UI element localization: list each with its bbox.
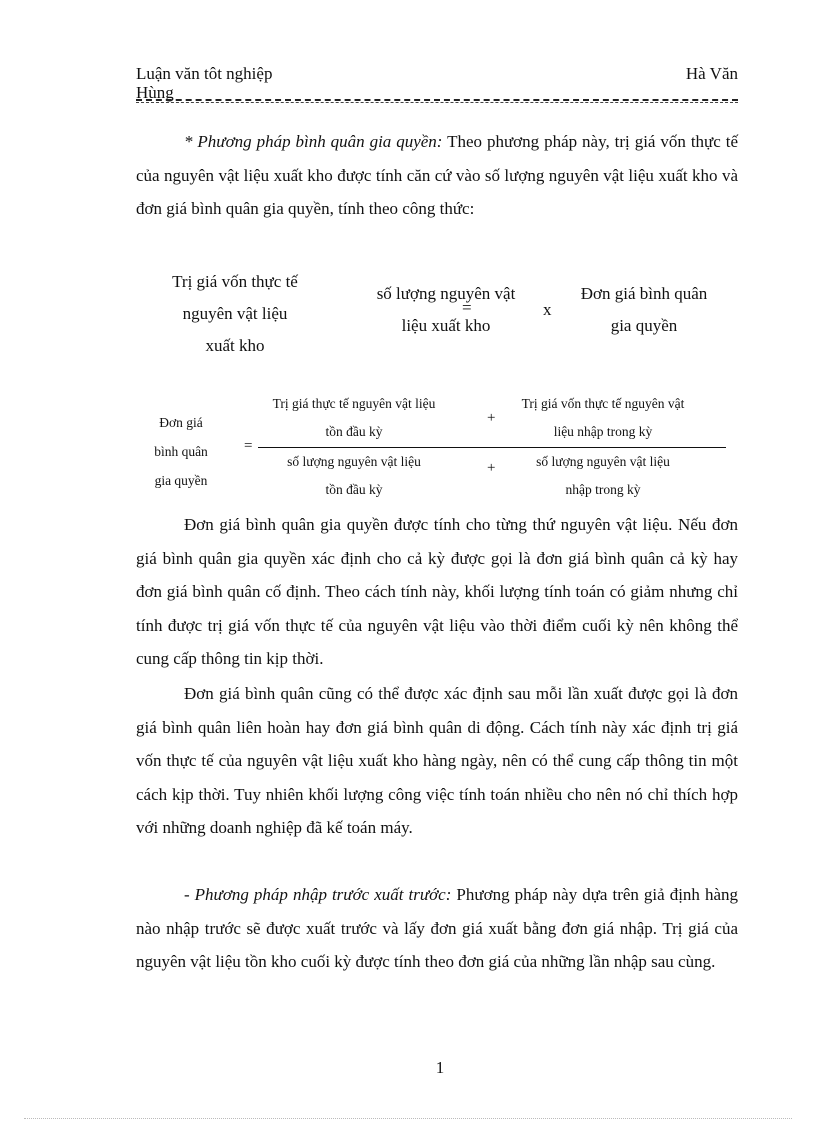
paragraph-text: Đơn giá bình quân cũng có thể được xác định sau mỗi lần xuất được gọi là đơn giá bình quân liên hoàn hay đơn giá bình quân di động. Cách tính này xác định trị giá vốn thực tế của nguyên vật liệu xuất kho hàng ngày, nên có thể cung cấp thông tin một cách kịp thời. Tuy nhiên khối lượng công việc tính toán nhiều cho nên nó chỉ thích hợp với những doanh nghiệp đã kế toán máy. [136, 684, 738, 837]
paragraph-moving-average [136, 677, 738, 845]
page-number: 1 [435, 1058, 445, 1077]
method-heading-fifo: - Phương pháp nhập trước xuất trước: [184, 885, 452, 904]
header-divider [136, 99, 738, 101]
formula2-lhs-line: Đơn giá [159, 415, 203, 430]
formula-price-term [564, 278, 724, 342]
paragraph-text: Đơn giá bình quân gia quyền được tính cho từng thứ nguyên vật liệu. Nếu đơn giá bình quân gia quyền xác định cho cả kỳ được gọi là đơn giá bình quân cả kỳ hay đơn giá bình quân cố định. Theo cách tính này, khối lượng tính toán có giảm nhưng chỉ tính được trị giá vốn thực tế của nguyên vật liệu vào thời điểm cuối kỳ nên không thể cung cấp thông tin kịp thời. [136, 515, 738, 668]
formula-average-unit-price [136, 390, 738, 502]
fraction-line: tồn đầu kỳ [325, 482, 383, 497]
header-author-continued: Hùng [136, 83, 174, 102]
formula-term-line: liệu xuất kho [401, 316, 491, 335]
page-bottom-edge [24, 1118, 792, 1119]
method-heading-weighted-average: * Phương pháp bình quân gia quyền: [184, 132, 443, 151]
fraction-line: liệu nhập trong kỳ [553, 424, 653, 439]
header-divider-secondary [136, 102, 738, 103]
equals-sign: = [244, 438, 253, 454]
numerator-opening-value [254, 390, 454, 446]
formula-lhs-line: xuất kho [205, 336, 265, 355]
paragraph-fixed-average [136, 508, 738, 676]
plus-sign: + [487, 460, 496, 476]
formula-term-line: số lượng nguyên vật [376, 284, 516, 303]
formula2-lhs-line: bình quân [154, 444, 208, 459]
numerator-received-value [503, 390, 703, 446]
fraction-line: nhập trong kỳ [565, 482, 641, 497]
formula2-lhs [146, 408, 216, 495]
formula-term-line: Đơn giá bình quân [580, 284, 708, 303]
formula-lhs [154, 266, 316, 362]
header-left-title: Luận văn tôt nghiệp [136, 64, 273, 83]
header-author: Hà Văn [685, 64, 738, 83]
formula-lhs-line: Trị giá vốn thực tế [172, 272, 298, 291]
formula-quantity-term [366, 278, 526, 342]
formula-lhs-line: nguyên vật liệu [182, 304, 288, 323]
denominator-received-quantity [503, 448, 703, 504]
formula2-lhs-line: gia quyền [154, 473, 208, 488]
fraction-line: tồn đầu kỳ [325, 424, 383, 439]
fraction-line: số lượng nguyên vật liệu [536, 454, 670, 469]
multiply-sign: x [543, 300, 552, 319]
fraction-line: Trị giá thực tế nguyên vật liệu [272, 396, 436, 411]
formula-term-line: gia quyền [610, 316, 678, 335]
denominator-opening-quantity [254, 448, 454, 504]
equals-sign: = [462, 298, 472, 317]
fraction-line: số lượng nguyên vật liệu [287, 454, 421, 469]
paragraph-fifo [136, 878, 738, 979]
paragraph-text: Phương pháp này dựa trên giả định hàng nào nhập trước sẽ được xuất trước và lấy đơn giá xuất bằng đơn giá nhập. Trị giá của nguyên vật liệu tồn kho cuối kỳ được tính theo đơn giá của những lần nhập sau cùng. [136, 885, 738, 971]
plus-sign: + [487, 410, 496, 426]
paragraph-weighted-average [136, 125, 738, 226]
paragraph-text: Theo phương pháp này, trị giá vốn thực tế của nguyên vật liệu xuất kho được tính căn cứ vào số lượng nguyên vật liệu xuất kho và đơn giá bình quân gia quyền, tính theo công thức: [136, 132, 738, 218]
formula-material-cost [136, 262, 738, 362]
fraction-line: Trị giá vốn thực tế nguyên vật [521, 396, 685, 411]
